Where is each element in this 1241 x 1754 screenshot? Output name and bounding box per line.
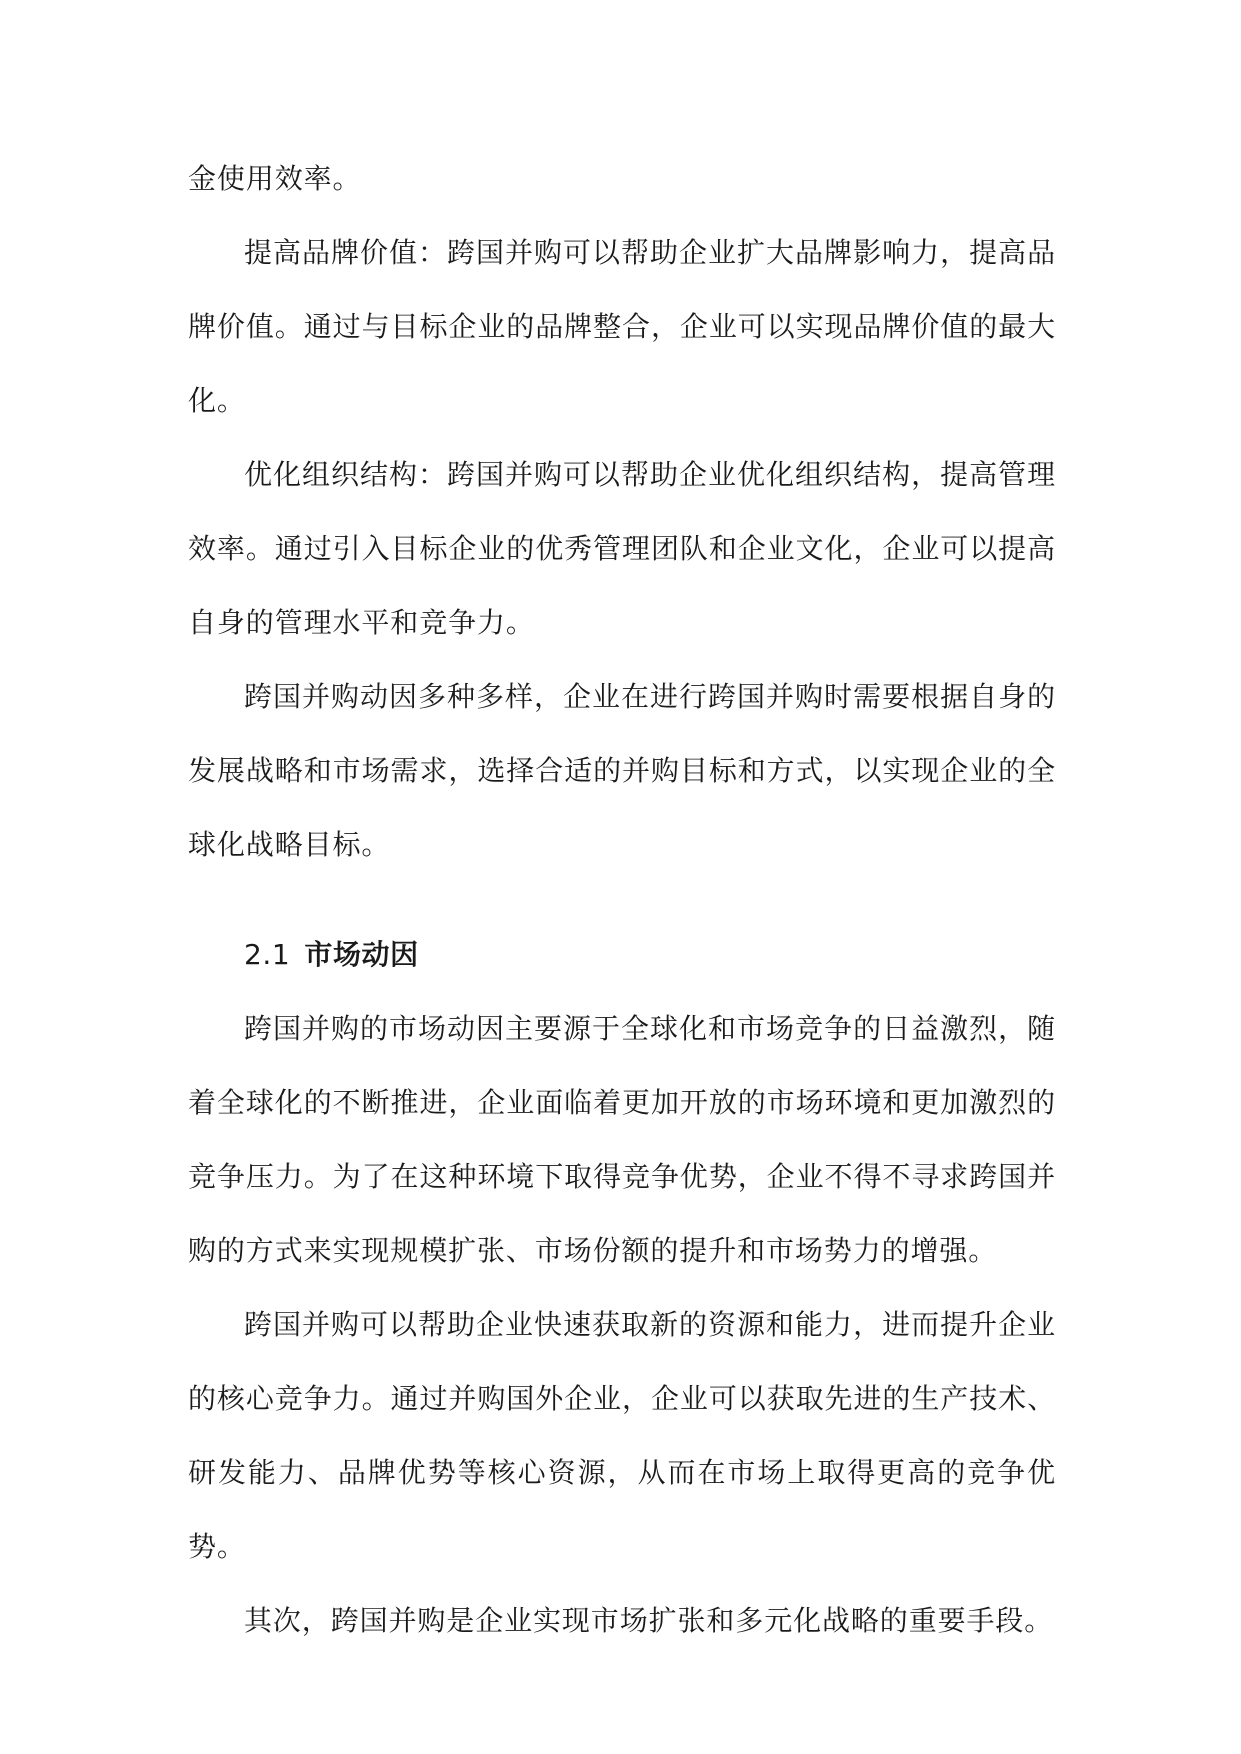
section-heading <box>188 918 1056 992</box>
paragraph: 跨国并购动因多种多样，企业在进行跨国并购时需要根据自身的发展战略和市场需求，选择合适的并购目标和方式，以实现企业的全球化战略目标。 <box>188 680 1056 861</box>
paragraph: 金使用效率。 <box>188 162 362 195</box>
paragraph: 优化组织结构：跨国并购可以帮助企业优化组织结构，提高管理效率。通过引入目标企业的优秀管理团队和企业文化，企业可以提高自身的管理水平和竞争力。 <box>188 458 1056 639</box>
section-title: 市场动因 <box>304 938 419 971</box>
document-body <box>188 142 1056 1658</box>
paragraph: 跨国并购可以帮助企业快速获取新的资源和能力，进而提升企业的核心竞争力。通过并购国外企业，企业可以获取先进的生产技术、研发能力、品牌优势等核心资源，从而在市场上取得更高的竞争优势。 <box>188 1308 1056 1563</box>
section-number: 2.1 <box>244 938 291 971</box>
paragraph: 提高品牌价值：跨国并购可以帮助企业扩大品牌影响力，提高品牌价值。通过与目标企业的品牌整合，企业可以实现品牌价值的最大化。 <box>188 236 1056 417</box>
paragraph: 其次，跨国并购是企业实现市场扩张和多元化战略的重要手段。 <box>244 1604 1054 1637</box>
paragraph: 跨国并购的市场动因主要源于全球化和市场竞争的日益激烈，随着全球化的不断推进，企业面临着更加开放的市场环境和更加激烈的竞争压力。为了在这种环境下取得竞争优势，企业不得不寻求跨国并购的方式来实现规模扩张、市场份额的提升和市场势力的增强。 <box>188 1012 1056 1267</box>
